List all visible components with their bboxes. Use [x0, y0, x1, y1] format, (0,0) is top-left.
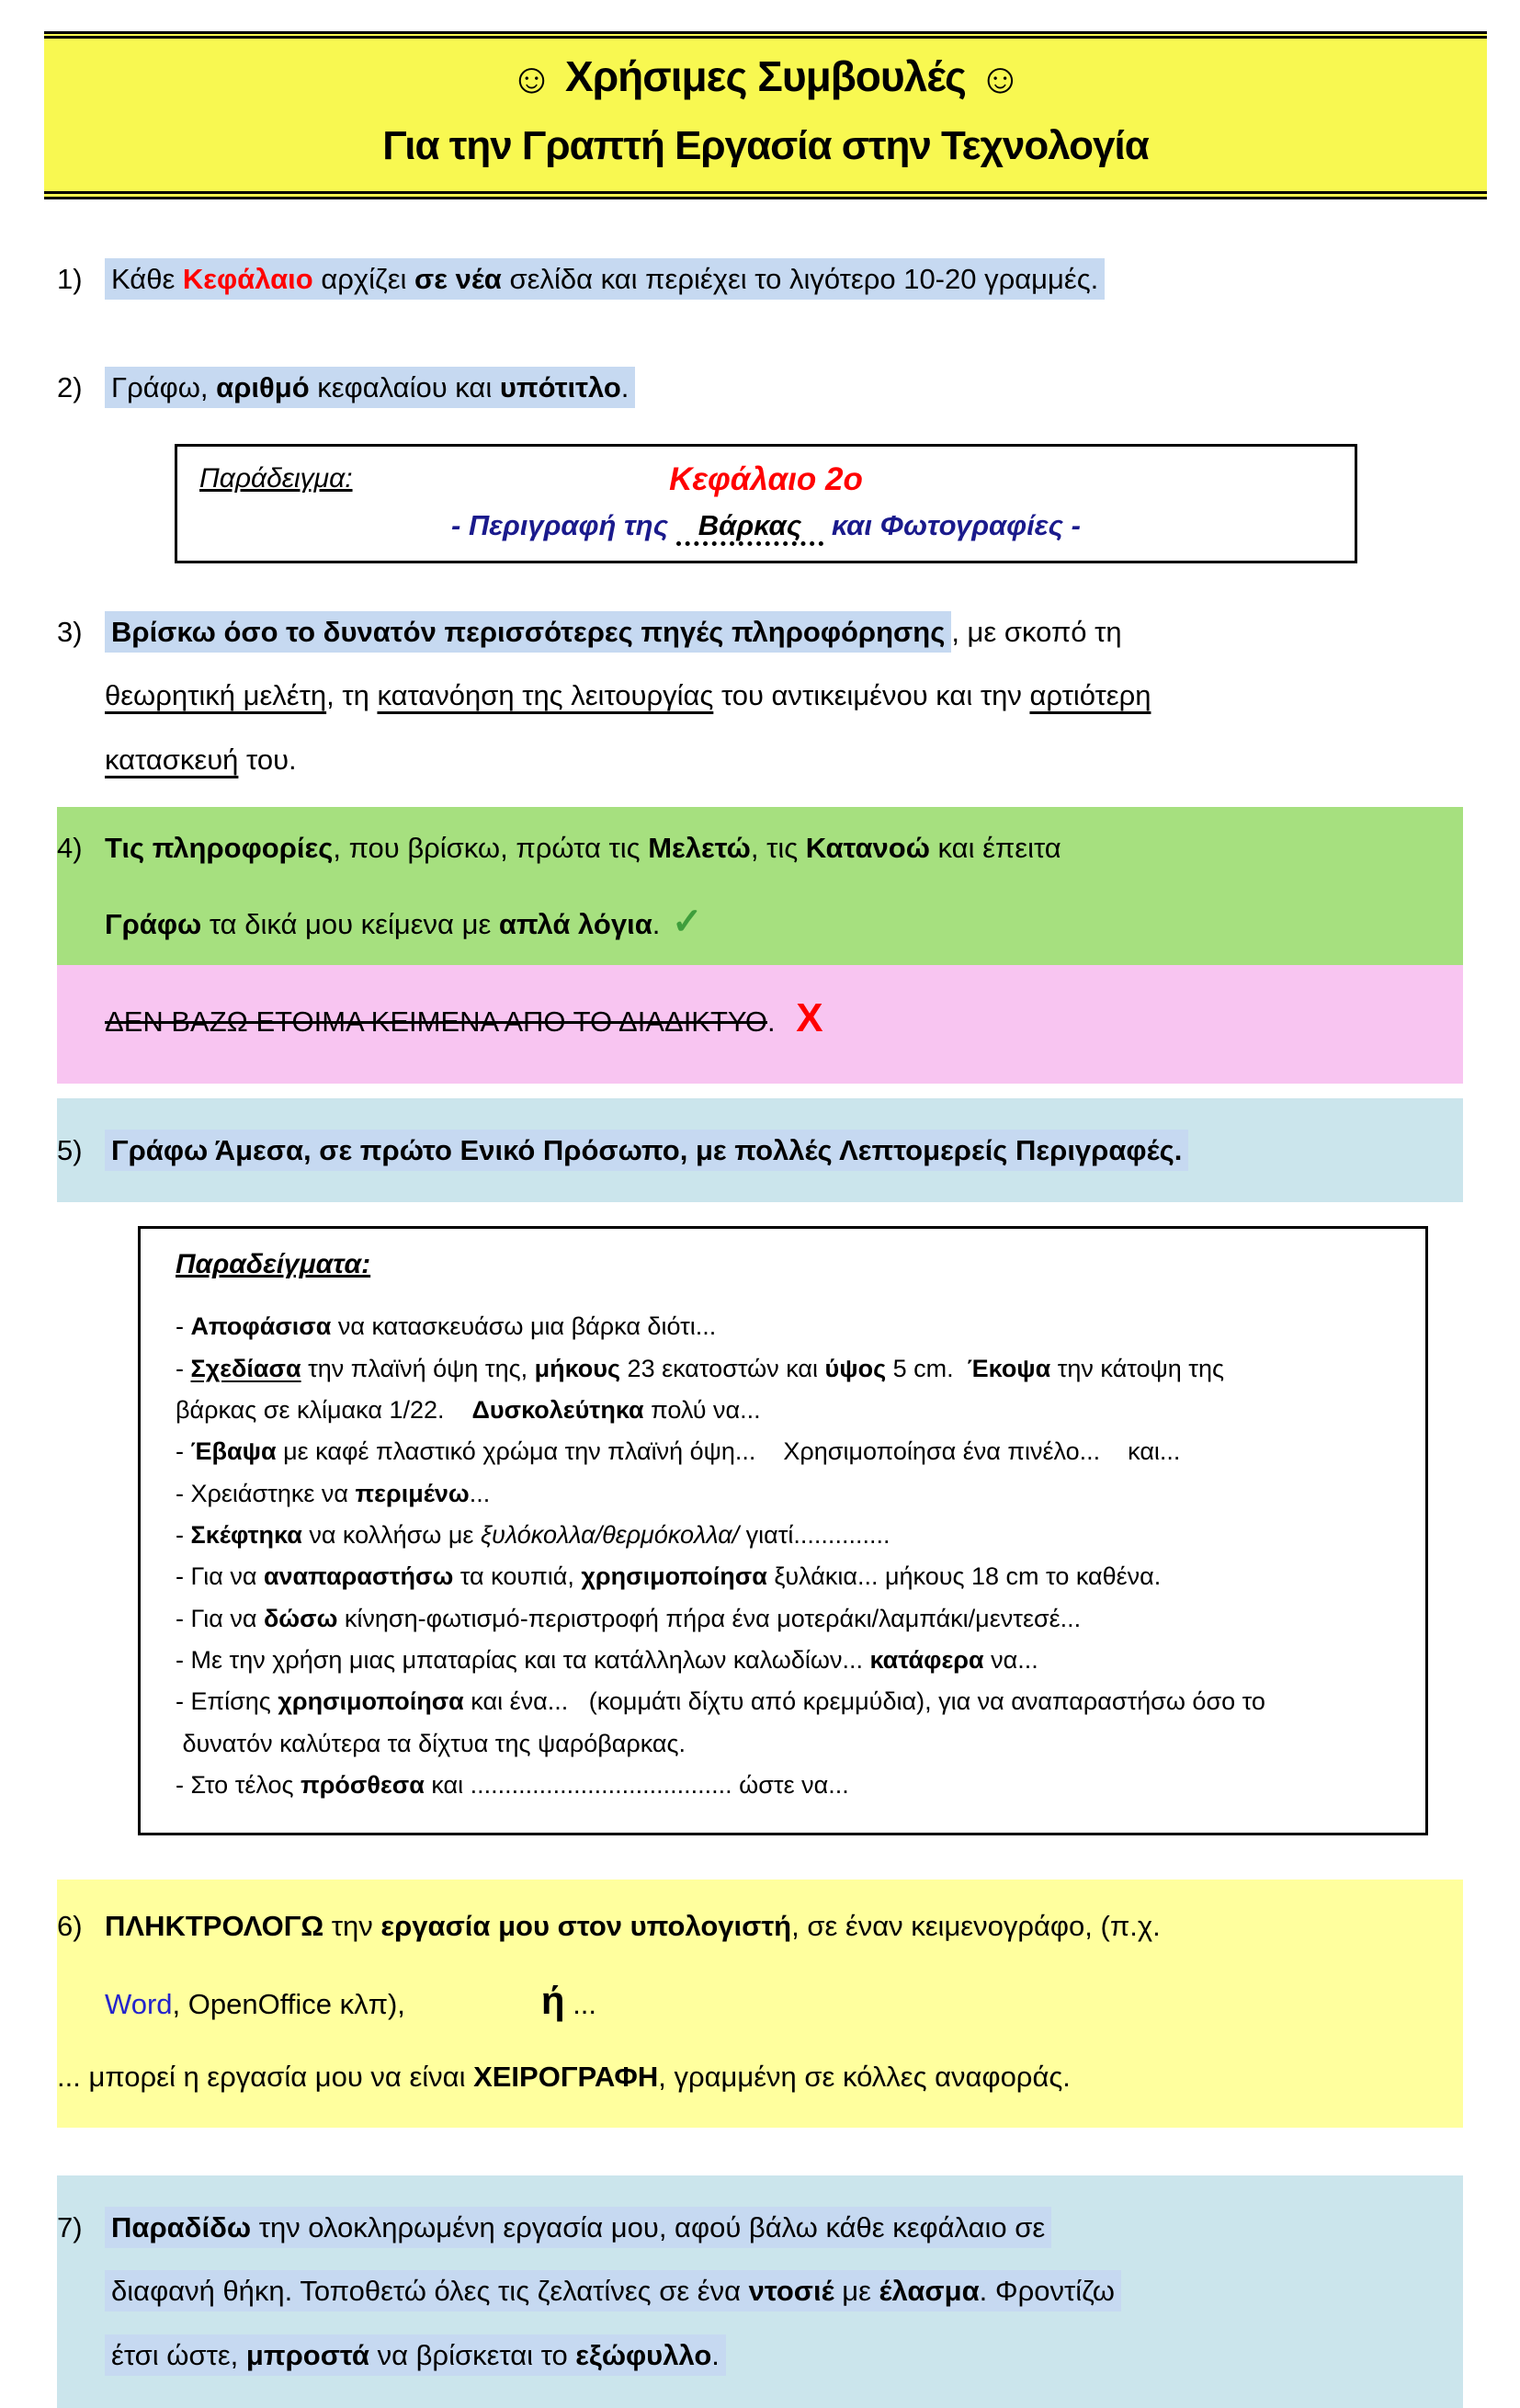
check-icon: ✓	[672, 901, 703, 942]
text-segment: , OpenOffice κλπ),	[172, 1988, 405, 2021]
text-segment: χρησιμοποίησα	[581, 1562, 767, 1591]
advice-item-1	[57, 247, 1463, 312]
x-mark-icon: Χ	[796, 994, 823, 1040]
example-chapter-title: Κεφάλαιο 2ο	[669, 460, 863, 497]
page-title	[53, 51, 1478, 103]
item-text	[105, 2196, 1463, 2388]
page-subtitle: Για την Γραπτή Εργασία στην Τεχνολογία	[382, 123, 1149, 168]
highlighted-text	[105, 367, 635, 408]
text-segment: -	[176, 1312, 191, 1341]
example-bullet	[176, 1473, 1403, 1515]
highlighted-text	[105, 258, 1105, 300]
text-segment: και ...................................... ώστε να...	[424, 1771, 849, 1800]
text-segment: Δυσκολεύτηκα	[471, 1395, 644, 1424]
text-segment: - Με την χρήση μιας μπαταρίας και τα κατάλληλων καλωδίων...	[176, 1646, 870, 1675]
text-segment: .	[652, 907, 668, 940]
text-segment: υπότιτλο	[499, 370, 621, 403]
text-segment: με	[834, 2275, 879, 2308]
item-number: 6)	[57, 1909, 83, 1942]
text-segment: ξυλάκια... μήκους 18 cm το καθένα.	[766, 1562, 1162, 1591]
text-segment: κατάφερα	[869, 1646, 984, 1675]
dont-block	[57, 965, 1463, 1084]
example-bullet	[176, 1640, 1403, 1681]
text-segment: να βρίσκεται το	[369, 2339, 576, 2372]
text-segment: και Φωτογραφίες -	[823, 508, 1081, 541]
text-segment: .	[766, 1005, 784, 1038]
item-number: 1)	[57, 263, 83, 295]
item-text	[105, 356, 1463, 420]
text-segment: μπροστά	[245, 2339, 369, 2372]
text-segment: βάρκας σε κλίμακα 1/22.	[176, 1395, 472, 1424]
text-segment: την ολοκληρωμένη εργασία μου, αφού βάλω κάθε κεφάλαιο σε	[251, 2210, 1046, 2243]
text-segment: και ένα... (κομμάτι δίχτυ από κρεμμύδια), για να αναπαραστήσω όσο το	[463, 1687, 1265, 1716]
text-segment: δώσω	[263, 1604, 338, 1632]
text-segment: .	[711, 2339, 720, 2372]
text-segment: Τις πληροφορίες	[105, 831, 334, 864]
smiley-icon: ☺	[510, 54, 553, 102]
text-segment: δυνατόν καλύτερα τα δίχτυα της ψαρόβαρκας.	[176, 1729, 686, 1757]
text-segment: Έκοψα	[967, 1354, 1051, 1382]
text-segment: πολύ να...	[643, 1395, 761, 1424]
example-bullet	[176, 1306, 1403, 1347]
text-segment: ξυλόκολλα/θερμόκολλα/	[480, 1521, 740, 1550]
highlighted-text	[105, 1130, 1188, 1171]
advice-item-3	[57, 600, 1463, 792]
advice-item-5	[57, 1098, 1463, 1203]
text-segment: σελίδα και περιέχει το λιγότερο 10-20 γραμμές.	[501, 263, 1099, 295]
advice-item-6	[57, 1880, 1463, 2128]
item-number: 3)	[57, 615, 83, 648]
text-segment: αριθμό	[216, 370, 310, 403]
text-segment: εξώφυλλο	[575, 2339, 712, 2372]
text-segment: να...	[983, 1646, 1038, 1675]
text-segment: κατασκευή	[105, 744, 239, 776]
text-segment: σε νέα	[414, 263, 502, 295]
item-text	[105, 816, 1463, 963]
text-segment: με καφέ πλαστικό χρώμα την πλαϊνή όψη... Χρησιμοποίησα ένα πινέλο... και...	[276, 1437, 1181, 1466]
text-segment: κεφαλαίου και	[309, 370, 500, 403]
text-segment: Βάρκας	[676, 509, 823, 546]
text-segment: ...	[564, 1988, 597, 2021]
text-segment: τα κουπιά,	[453, 1562, 582, 1591]
text-segment: Αποφάσισα	[190, 1312, 332, 1341]
example-bullet	[176, 1681, 1403, 1765]
item-text	[105, 1119, 1463, 1183]
text-segment: -	[176, 1354, 191, 1382]
example-label: Παράδειγμα:	[199, 462, 353, 494]
text-segment: - Στο τέλος	[176, 1771, 301, 1800]
text-segment: μήκους	[534, 1354, 621, 1382]
example-box-chapter	[175, 444, 1357, 563]
text-segment: , τις	[750, 831, 806, 864]
item-number: 5)	[57, 1133, 83, 1166]
text-segment: , γραμμένη σε κόλλες αναφοράς.	[658, 2060, 1071, 2093]
text-segment: -	[176, 1521, 191, 1550]
text-segment: να κατασκευάσω μια βάρκα διότι...	[331, 1312, 717, 1341]
text-segment: να κολλήσω με	[301, 1521, 481, 1550]
item-number: 4)	[57, 831, 83, 864]
example-bullet	[176, 1765, 1403, 1806]
text-segment: Σκέφτηκα	[190, 1521, 302, 1550]
highlighted-text	[105, 2207, 1121, 2377]
examples-list	[176, 1306, 1403, 1806]
text-segment: διαφανή θήκη. Τοποθετώ όλες τις ζελατίνες σε ένα	[111, 2275, 749, 2308]
text-segment: , με σκοπό τη	[951, 615, 1122, 648]
text-segment: αναπαραστήσω	[263, 1562, 454, 1591]
text-segment: ΧΕΙΡΟΓΡΑΦΗ	[473, 2060, 659, 2093]
title-line1: Χρήσιμες Συμβουλές	[565, 52, 966, 100]
text-segment: την πλαϊνή όψη της,	[301, 1354, 535, 1382]
document-body	[0, 247, 1520, 2408]
text-segment: κατανόηση της λειτουργίας	[377, 679, 714, 712]
text-segment: έτσι ώστε,	[111, 2339, 246, 2372]
item-text	[105, 247, 1463, 312]
text-segment: - Χρειάστηκε να	[176, 1479, 356, 1507]
text-segment: Γράφω,	[111, 370, 217, 403]
text-segment: Κάθε	[111, 263, 183, 295]
text-segment: την	[323, 1909, 381, 1942]
example-bullet	[176, 1556, 1403, 1597]
text-segment: ύψος	[824, 1354, 887, 1382]
text-segment: θεωρητική μελέτη	[105, 679, 327, 712]
text-segment: περιμένω	[355, 1479, 470, 1507]
text-segment: Word	[105, 1988, 173, 2021]
example-bullet	[176, 1348, 1403, 1432]
text-segment: έλασμα	[879, 2275, 980, 2308]
text-segment: τα δικά μου κείμενα με	[201, 907, 499, 940]
text-segment: πρόσθεσα	[301, 1771, 425, 1800]
text-segment: και έπειτα	[929, 831, 1061, 864]
text-segment: 5 cm.	[886, 1354, 968, 1382]
text-segment: χρησιμοποίησα	[278, 1687, 464, 1716]
text-segment: ...	[469, 1479, 491, 1507]
text-segment: εργασία μου στον υπολογιστή	[380, 1909, 792, 1942]
item-text	[105, 972, 1463, 1063]
examples-label: Παραδείγματα:	[176, 1249, 371, 1280]
text-segment: απλά λόγια	[498, 907, 652, 940]
text-segment: . Φροντίζω	[979, 2275, 1115, 2308]
text-segment: Παραδίδω	[111, 2210, 252, 2243]
item-text	[105, 1894, 1463, 2045]
text-segment: ή	[540, 1979, 565, 2023]
text-segment: ... μπορεί η εργασία μου να είναι	[57, 2060, 474, 2093]
example-bullet	[176, 1598, 1403, 1640]
text-segment: του.	[238, 744, 297, 776]
text-segment: κίνηση-φωτισμό-περιστροφή πήρα ένα μοτεράκι/λαμπάκι/μεντεσέ...	[337, 1604, 1082, 1632]
text-segment: - Περιγραφή της	[451, 508, 676, 541]
text-segment: ΔΕΝ ΒΑΖΩ ΕΤΟΙΜΑ ΚΕΙΜΕΝΑ ΑΠΟ ΤΟ ΔΙΑΔΙΚΤΥΟ	[105, 1005, 767, 1038]
advice-item-7	[57, 2175, 1463, 2408]
text-segment: Σχεδίασα	[190, 1354, 301, 1382]
text-segment: ΠΛΗΚΤΡΟΛΟΓΩ	[105, 1909, 324, 1942]
example-bullet	[176, 1431, 1403, 1472]
item-text	[105, 600, 1463, 792]
text-segment: -	[176, 1437, 191, 1466]
example-bullet	[176, 1515, 1403, 1556]
text-segment: , που βρίσκω, πρώτα τις	[333, 831, 649, 864]
text-segment: Μελετώ	[648, 831, 751, 864]
advice-item-2	[57, 356, 1463, 420]
text-segment: .	[620, 370, 630, 403]
do-block	[57, 807, 1463, 965]
text-segment: - Για να	[176, 1562, 264, 1591]
text-segment: ντοσιέ	[748, 2275, 834, 2308]
item-number: 2)	[57, 370, 83, 403]
text-segment: Γράφω	[105, 907, 202, 940]
text-segment: - Επίσης	[176, 1687, 278, 1716]
text-segment: του αντικειμένου και την	[713, 679, 1030, 712]
text-segment: Έβαψα	[190, 1437, 277, 1466]
smiley-icon: ☺	[978, 54, 1021, 102]
text-segment: γιατί..............	[739, 1521, 890, 1550]
examples-box	[138, 1226, 1428, 1834]
text-segment: Βρίσκω όσο το δυνατόν περισσότερες πηγές πληροφόρησης	[105, 611, 951, 653]
text-segment: αρτιότερη	[1029, 679, 1151, 712]
text-segment: την κάτοψη της	[1050, 1354, 1224, 1382]
text-segment: αρχίζει	[312, 263, 415, 295]
text-segment: Γράφω Άμεσα, σε πρώτο Ενικό Πρόσωπο, με πολλές Λεπτομερείς Περιγραφές.	[111, 1133, 1183, 1166]
text-segment: Κεφάλαιο	[182, 263, 313, 295]
advice-item-4	[57, 807, 1463, 1084]
text-segment: , σε έναν κειμενογράφο, (π.χ.	[791, 1909, 1161, 1942]
item-text-continuation	[57, 2045, 1463, 2109]
text-segment: , τη	[326, 679, 378, 712]
text-segment: Κατανοώ	[805, 831, 930, 864]
item-number: 7)	[57, 2210, 83, 2243]
example-chapter-subtitle	[196, 509, 1336, 542]
text-segment: 23 εκατοστών και	[620, 1354, 825, 1382]
header-banner	[44, 31, 1487, 199]
text-segment: - Για να	[176, 1604, 264, 1632]
